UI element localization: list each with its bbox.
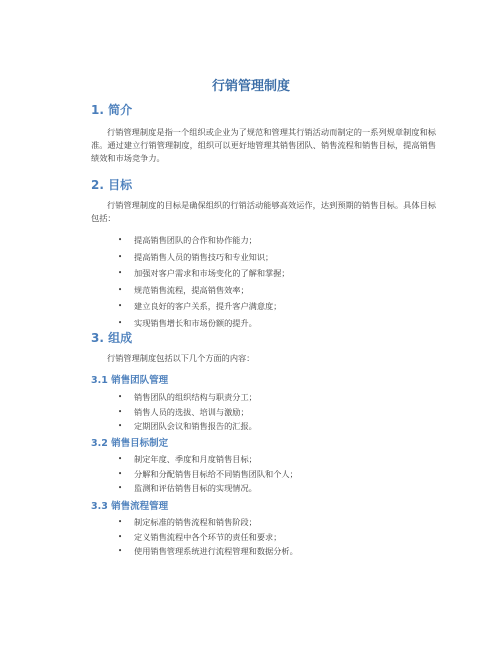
bullet-icon: • [118, 422, 123, 430]
list-item: • 加强对客户需求和市场变化的了解和掌握； [118, 265, 290, 282]
list-item: • 制定年度、季度和月度销售目标； [118, 452, 298, 467]
document-title: 行销管理制度 [211, 79, 290, 94]
list-item: • 提高销售人员的销售技巧和专业知识； [118, 249, 290, 266]
bullet-icon: • [118, 302, 123, 310]
goals-list [118, 232, 290, 331]
bullet-icon: • [118, 269, 123, 277]
heading-composition: 3. 组成 [91, 331, 133, 345]
heading-sales-targets: 3.2 销售目标制定 [91, 438, 169, 449]
bullet-icon: • [118, 236, 123, 244]
sales-team-list [118, 390, 257, 434]
list-item: • 销售团队的组织结构与职责分工； [118, 390, 257, 405]
list-item: • 实现销售增长和市场份额的提升。 [118, 315, 290, 332]
heading-sales-process: 3.3 销售流程管理 [91, 501, 169, 512]
heading-sales-team: 3.1 销售团队管理 [91, 375, 169, 386]
sales-targets-list [118, 452, 298, 496]
list-item: • 建立良好的客户关系，提升客户满意度； [118, 298, 290, 315]
bullet-icon: • [118, 518, 123, 526]
paragraph-intro: 行销管理制度是指一个组织或企业为了规范和管理其行销活动而制定的一系列规章制度和标准。通过建立行销管理制度，组织可以更好地管理其销售团队、销售流程和销售目标，提高销售绩效和市场竞争力。 [91, 127, 436, 163]
list-item: • 提高销售团队的合作和协作能力； [118, 232, 290, 249]
list-item: • 销售人员的选拔、培训与激励； [118, 405, 257, 420]
bullet-icon: • [118, 455, 123, 463]
bullet-icon: • [118, 532, 123, 541]
bullet-icon: • [118, 252, 123, 261]
paragraph-composition: 行销管理制度包括以下几个方面的内容： [107, 353, 255, 363]
bullet-icon: • [118, 318, 123, 327]
heading-intro: 1. 简介 [91, 103, 133, 117]
list-item: • 制定标准的销售流程和销售阶段； [118, 515, 298, 530]
list-item: • 使用销售管理系统进行流程管理和数据分析。 [118, 544, 298, 559]
bullet-icon: • [118, 407, 123, 416]
list-item: • 定义销售流程中各个环节的责任和要求； [118, 530, 298, 545]
list-item: • 规范销售流程，提高销售效率； [118, 282, 290, 299]
bullet-icon: • [118, 484, 123, 492]
paragraph-goals: 行销管理制度的目标是确保组织的行销活动能够高效运作，达到预期的销售目标。具体目标包括： [91, 200, 436, 223]
list-item: • 监测和评估销售目标的实现情况。 [118, 481, 298, 496]
bullet-icon: • [118, 469, 123, 478]
sales-process-list [118, 515, 298, 559]
list-item: • 定期团队会议和销售报告的汇报。 [118, 419, 257, 434]
heading-goals: 2. 目标 [91, 178, 133, 192]
bullet-icon: • [118, 393, 123, 401]
bullet-icon: • [118, 547, 123, 555]
list-item: • 分解和分配销售目标给不同销售团队和个人； [118, 467, 298, 482]
bullet-icon: • [118, 285, 123, 294]
